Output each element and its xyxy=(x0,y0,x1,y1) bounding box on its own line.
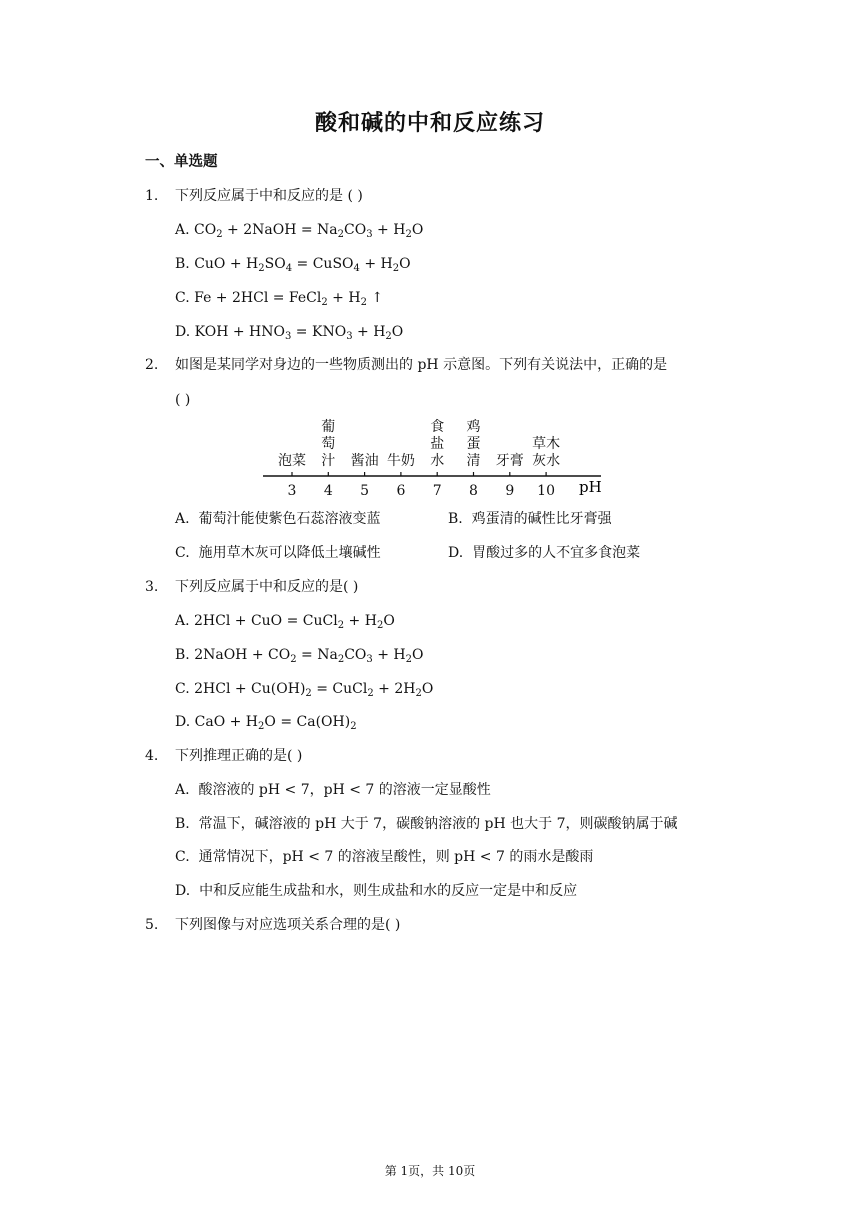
question-number: 1. xyxy=(145,188,159,204)
option-equation: A. $CO_2$ + 2NaOH = $Na_2CO_3 + H_2O$ xyxy=(175,222,424,240)
svg-text:汁: 汁 xyxy=(321,453,336,469)
ph-scale-figure xyxy=(255,410,615,502)
question-text-continued: ( ) xyxy=(175,392,191,408)
option-equation: C. Fe + 2HCl = FeCl$_2$ + $H_2$ ↑ xyxy=(175,290,384,308)
ph-tick-label: 9 xyxy=(505,483,515,499)
svg-text:牛奶: 牛奶 xyxy=(386,453,415,469)
option-equation: B. CuO + $H_2SO_4$ = CuSO$_4$ + $H_2O$ xyxy=(175,256,411,274)
ph-tick-label: 3 xyxy=(287,483,297,499)
section-heading: 一、单选题 xyxy=(145,154,218,170)
ph-substance-label xyxy=(496,453,524,469)
ph-tick-label: 10 xyxy=(537,483,556,499)
svg-text:蛋: 蛋 xyxy=(466,436,481,452)
svg-text:灰水: 灰水 xyxy=(532,453,561,469)
option-d: D. 胃酸过多的人不宜多食泡菜 xyxy=(448,545,641,561)
question-number: 3. xyxy=(145,579,159,595)
ph-substance-label xyxy=(467,419,481,469)
option-c: C. 通常情况下，pH < 7 的溶液呈酸性，则 pH < 7 的雨水是酸雨 xyxy=(175,849,594,865)
svg-text:盐: 盐 xyxy=(430,436,445,452)
ph-substance-label xyxy=(430,419,444,469)
ph-substance-label xyxy=(387,452,415,469)
ph-tick-label: 4 xyxy=(323,483,333,499)
svg-text:牙膏: 牙膏 xyxy=(495,453,524,469)
option-a: A. 酸溶液的 pH < 7，pH < 7 的溶液一定显酸性 xyxy=(175,782,491,798)
svg-text:鸡: 鸡 xyxy=(466,419,481,435)
option-c: C. 施用草木灰可以降低土壤碱性 xyxy=(175,545,381,561)
svg-text:酱油: 酱油 xyxy=(350,453,379,469)
ph-tick-label: 8 xyxy=(469,483,478,499)
svg-text:葡: 葡 xyxy=(321,419,336,435)
option-b: B. 常温下，碱溶液的 pH 大于 7，碳酸钠溶液的 pH 也大于 7，则碳酸钠属于碱 xyxy=(175,816,678,832)
svg-text:清: 清 xyxy=(466,453,481,469)
svg-text:食: 食 xyxy=(430,419,445,435)
svg-text:草木: 草木 xyxy=(532,436,561,452)
option-equation: B. 2NaOH + $CO_2 = Na_2CO_3 + H_2O$ xyxy=(175,647,424,665)
question-number: 5. xyxy=(145,917,159,933)
question-text: 如图是某同学对身边的一些物质测出的 pH 示意图。下列有关说法中，正确的是 xyxy=(175,357,668,373)
option-equation: D. KOH + $HNO_3 = KNO_3 + H_2O$ xyxy=(175,324,404,342)
question-number: 4. xyxy=(145,748,159,764)
question-text: 下列反应属于中和反应的是 ( ) xyxy=(175,188,363,204)
page-footer: 第 1页，共 10页 xyxy=(384,1164,476,1178)
option-a: A. 葡萄汁能使紫色石蕊溶液变蓝 xyxy=(175,511,381,527)
ph-substance-label xyxy=(321,419,335,469)
option-equation: C. $2HCl + Cu(OH)_2$ = CuCl$_2$ + $2H_2O$ xyxy=(175,681,434,699)
ph-substance-label xyxy=(278,452,306,469)
option-b: B. 鸡蛋清的碱性比牙膏强 xyxy=(448,511,612,527)
ph-tick-label: 6 xyxy=(396,483,406,499)
option-equation: D. CaO + $H_2O = Ca(OH)_2$ xyxy=(175,714,357,732)
svg-text:水: 水 xyxy=(430,453,445,469)
ph-substance-label xyxy=(351,452,379,469)
question-text: 下列反应属于中和反应的是( ) xyxy=(175,579,359,595)
ph-axis-label: pH xyxy=(579,478,602,496)
ph-tick-label: 7 xyxy=(432,483,442,499)
question-text: 下列图像与对应选项关系合理的是( ) xyxy=(175,917,401,933)
svg-text:萄: 萄 xyxy=(321,436,336,452)
ph-substance-label xyxy=(532,435,560,469)
question-text: 下列推理正确的是( ) xyxy=(175,748,303,764)
option-equation: A. 2HCl + CuO = CuCl$_2$ + $H_2O$ xyxy=(175,613,395,631)
question-number: 2. xyxy=(145,357,159,373)
svg-text:泡菜: 泡菜 xyxy=(278,453,306,469)
page-title: 酸和碱的中和反应练习 xyxy=(314,111,545,136)
ph-tick-label: 5 xyxy=(360,483,370,499)
option-d: D. 中和反应能生成盐和水，则生成盐和水的反应一定是中和反应 xyxy=(175,883,578,899)
